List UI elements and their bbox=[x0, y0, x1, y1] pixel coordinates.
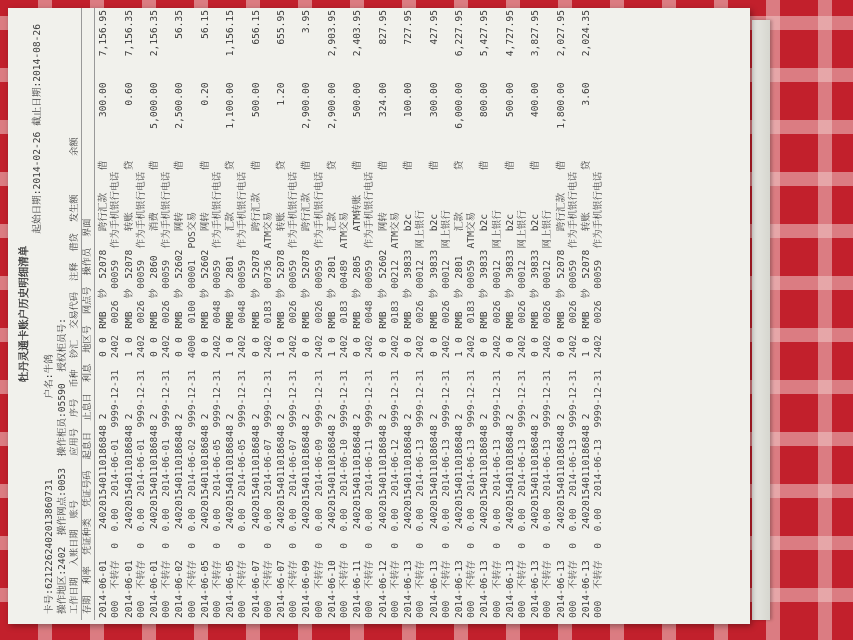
row-app: 0 bbox=[149, 351, 161, 358]
row-detail-text: 000 不转存 0 0.00 2014-06-01 9999-12-31 2402 0026 00059 作为手机银行电话 bbox=[135, 171, 147, 618]
table-row-detail bbox=[568, 8, 580, 620]
row-balance: 3.95 bbox=[301, 10, 313, 34]
row-amount: 500.00 bbox=[352, 82, 364, 118]
row-note: b2c bbox=[479, 213, 491, 232]
row-currency: RMB bbox=[403, 311, 415, 329]
row-debit-credit: 借 bbox=[555, 160, 567, 171]
row-cash-flag: 钞 bbox=[580, 288, 592, 299]
row-currency: RMB bbox=[225, 311, 237, 329]
row-seq: 0 bbox=[530, 337, 542, 343]
row-seq: 0 bbox=[377, 337, 389, 343]
row-app: 0 bbox=[403, 351, 415, 358]
row-note: b2c bbox=[504, 213, 516, 232]
row-date: 2014-06-02 bbox=[174, 560, 186, 618]
row-note: 跨行汇款 bbox=[250, 192, 262, 232]
table-row-detail bbox=[390, 8, 402, 620]
row-balance: 6,227.95 bbox=[453, 10, 465, 57]
table-row bbox=[173, 8, 186, 620]
row-trade-code: 52078 bbox=[276, 249, 288, 279]
row-debit-credit: 借 bbox=[352, 160, 364, 171]
row-date: 2014-06-13 bbox=[555, 560, 567, 618]
row-trade-code: 52078 bbox=[301, 249, 313, 279]
row-date: 2014-06-13 bbox=[504, 560, 516, 618]
row-cash-flag: 钞 bbox=[352, 288, 364, 299]
row-currency: RMB bbox=[174, 311, 186, 329]
row-date: 2014-06-09 bbox=[301, 560, 313, 618]
row-amount: 800.00 bbox=[479, 82, 491, 118]
row-debit-credit: 借 bbox=[479, 160, 491, 171]
row-trade-code: 52078 bbox=[98, 249, 110, 279]
row-app: 1 bbox=[225, 351, 237, 358]
row-trade-code: 52602 bbox=[377, 249, 389, 279]
row-debit-credit: 借 bbox=[403, 160, 415, 171]
row-cash-flag: 钞 bbox=[453, 288, 465, 299]
row-note: 网转 bbox=[199, 212, 211, 232]
row-app: 0 bbox=[504, 351, 516, 358]
row-detail-text: 000 不转存 0 0.00 2014-06-01 9999-12-31 2402 0026 00059 作为手机银行电话 bbox=[110, 171, 122, 618]
row-seq: 0 bbox=[301, 337, 313, 343]
row-amount: 500.00 bbox=[504, 82, 516, 118]
row-balance: 427.95 bbox=[428, 10, 440, 45]
row-date: 2014-06-01 bbox=[98, 560, 110, 618]
row-date: 2014-06-11 bbox=[352, 560, 364, 618]
row-balance: 656.15 bbox=[250, 10, 262, 45]
row-debit-credit: 借 bbox=[377, 160, 389, 171]
row-trade-code: 2801 bbox=[453, 255, 465, 279]
table-row-detail bbox=[263, 8, 275, 620]
row-app: 0 bbox=[530, 351, 542, 358]
row-note: 汇款 bbox=[453, 212, 465, 232]
row-currency: RMB bbox=[555, 311, 567, 329]
row-cash-flag: 钞 bbox=[555, 288, 567, 299]
row-seq: 0 bbox=[403, 337, 415, 343]
row-amount: 100.00 bbox=[403, 82, 415, 118]
row-amount: 400.00 bbox=[530, 82, 542, 118]
row-note: 跨行汇款 bbox=[301, 192, 313, 232]
row-currency: RMB bbox=[326, 311, 338, 329]
row-app: 0 bbox=[199, 351, 211, 358]
table-row-detail bbox=[517, 8, 529, 620]
row-detail-text: 000 不转存 0 0.00 2014-06-11 9999-12-31 2402 0048 00059 作为手机银行电话 bbox=[364, 171, 376, 618]
table-row-detail bbox=[593, 8, 605, 620]
row-currency: RMB bbox=[250, 311, 262, 329]
row-account: 240201540110186848 2 bbox=[326, 413, 338, 530]
table-row bbox=[428, 8, 441, 620]
table-row bbox=[504, 8, 517, 620]
row-app: 0 bbox=[250, 351, 262, 358]
row-app: 0 bbox=[352, 351, 364, 358]
row-balance: 2,403.95 bbox=[352, 10, 364, 57]
row-balance: 4,727.95 bbox=[504, 10, 516, 57]
row-detail-text: 000 不转存 0 0.00 2014-06-13 9999-12-31 2402 0183 00059 ATM交易 bbox=[466, 211, 478, 618]
table-row-detail bbox=[466, 8, 478, 620]
row-account: 240201540110186848 2 bbox=[555, 413, 567, 530]
row-debit-credit: 借 bbox=[199, 160, 211, 171]
row-cash-flag: 钞 bbox=[98, 288, 110, 299]
row-debit-credit: 贷 bbox=[326, 160, 338, 171]
table-row bbox=[402, 8, 415, 620]
row-debit-credit: 贷 bbox=[276, 160, 288, 171]
row-debit-credit: 借 bbox=[98, 160, 110, 171]
row-account: 240201540110186848 2 bbox=[301, 413, 313, 530]
table-row bbox=[250, 8, 263, 620]
row-amount: 2,500.00 bbox=[174, 82, 186, 129]
column-header-1: 工作日期 入账日期 账号 应用号 序号 币种 钞汇 交易代码 注释 借贷 发生额 余额 bbox=[69, 8, 82, 620]
table-row bbox=[580, 8, 593, 620]
row-account: 240201540110186848 2 bbox=[123, 413, 135, 530]
row-currency: RMB bbox=[580, 311, 592, 329]
row-seq: 0 bbox=[276, 337, 288, 343]
row-amount: 1,100.00 bbox=[225, 82, 237, 129]
table-row bbox=[377, 8, 390, 620]
row-cash-flag: 钞 bbox=[428, 288, 440, 299]
row-date: 2014-06-13 bbox=[479, 560, 491, 618]
row-note: 转账 bbox=[580, 212, 592, 232]
row-seq: 0 bbox=[199, 337, 211, 343]
row-amount: 0.60 bbox=[123, 82, 135, 106]
table-row bbox=[555, 8, 568, 620]
account-line: 卡号:6212262402013860731 户名:牛鸽 bbox=[44, 354, 56, 614]
row-note: 汇款 bbox=[326, 212, 338, 232]
row-currency: RMB bbox=[530, 311, 542, 329]
row-trade-code: 39833 bbox=[530, 249, 542, 279]
row-seq: 0 bbox=[149, 337, 161, 343]
row-seq: 0 bbox=[98, 337, 110, 343]
table-row bbox=[275, 8, 288, 620]
row-amount: 500.00 bbox=[250, 82, 262, 118]
table-row bbox=[453, 8, 466, 620]
row-date: 2014-06-13 bbox=[428, 560, 440, 618]
row-app: 1 bbox=[123, 351, 135, 358]
row-amount: 6,000.00 bbox=[453, 82, 465, 129]
row-trade-code: 2801 bbox=[225, 255, 237, 279]
row-trade-code: 2860 bbox=[149, 255, 161, 279]
row-trade-code: 52602 bbox=[199, 249, 211, 279]
row-app: 0 bbox=[428, 351, 440, 358]
row-currency: RMB bbox=[377, 311, 389, 329]
row-detail-text: 000 不转存 0 0.00 2014-06-01 9999-12-31 2402 0026 00059 作为手机银行电话 bbox=[161, 171, 173, 618]
row-debit-credit: 贷 bbox=[453, 160, 465, 171]
table-row bbox=[123, 8, 136, 620]
row-debit-credit: 借 bbox=[250, 160, 262, 171]
row-currency: RMB bbox=[149, 311, 161, 329]
row-cash-flag: 钞 bbox=[174, 288, 186, 299]
row-balance: 56.15 bbox=[199, 10, 211, 39]
row-currency: RMB bbox=[428, 311, 440, 329]
row-date: 2014-06-13 bbox=[530, 560, 542, 618]
row-balance: 2,027.95 bbox=[555, 10, 567, 57]
row-date: 2014-06-01 bbox=[123, 560, 135, 618]
row-currency: RMB bbox=[123, 311, 135, 329]
row-note: 网转 bbox=[174, 212, 186, 232]
table-row-detail bbox=[161, 8, 173, 620]
row-note: 转账 bbox=[276, 212, 288, 232]
row-amount: 2,900.00 bbox=[301, 82, 313, 129]
table-row bbox=[351, 8, 364, 620]
table-row-detail bbox=[364, 8, 376, 620]
row-app: 0 bbox=[301, 351, 313, 358]
table-row bbox=[199, 8, 212, 620]
row-trade-code: 39833 bbox=[403, 249, 415, 279]
row-seq: 0 bbox=[504, 337, 516, 343]
row-detail-text: 000 不转存 0 0.00 2014-06-07 9999-12-31 2402 0183 00736 ATM交易 bbox=[262, 211, 274, 618]
row-debit-credit: 借 bbox=[149, 160, 161, 171]
row-trade-code: 52078 bbox=[580, 249, 592, 279]
row-currency: RMB bbox=[199, 311, 211, 329]
row-trade-code: 39833 bbox=[428, 249, 440, 279]
row-date: 2014-06-10 bbox=[326, 560, 338, 618]
row-account: 240201540110186848 2 bbox=[352, 413, 364, 530]
row-date: 2014-06-05 bbox=[199, 560, 211, 618]
row-account: 240201540110186848 2 bbox=[377, 413, 389, 530]
row-balance: 827.95 bbox=[377, 10, 389, 45]
row-app: 0 bbox=[377, 351, 389, 358]
row-detail-text: 000 不转存 0 0.00 2014-06-13 9999-12-31 2402 0026 00059 作为手机银行电话 bbox=[593, 171, 605, 618]
row-currency: RMB bbox=[453, 311, 465, 329]
row-app: 1 bbox=[276, 351, 288, 358]
row-detail-text: 000 不转存 0 0.00 2014-06-09 9999-12-31 2402 0026 00059 作为手机银行电话 bbox=[313, 171, 325, 618]
row-seq: 0 bbox=[479, 337, 491, 343]
row-amount: 324.00 bbox=[377, 82, 389, 118]
row-seq: 0 bbox=[250, 337, 262, 343]
row-detail-text: 000 不转存 0 0.00 2014-06-05 9999-12-31 2402 0048 00059 作为手机银行电话 bbox=[212, 171, 224, 618]
row-cash-flag: 钞 bbox=[276, 288, 288, 299]
row-cash-flag: 钞 bbox=[377, 288, 389, 299]
row-seq: 0 bbox=[326, 337, 338, 343]
row-app: 1 bbox=[326, 351, 338, 358]
row-balance: 5,427.95 bbox=[479, 10, 491, 57]
table-row-detail bbox=[542, 8, 554, 620]
row-seq: 0 bbox=[555, 337, 567, 343]
row-date: 2014-06-07 bbox=[250, 560, 262, 618]
row-seq: 0 bbox=[123, 337, 135, 343]
table-row bbox=[224, 8, 237, 620]
row-balance: 727.95 bbox=[403, 10, 415, 45]
row-debit-credit: 贷 bbox=[123, 160, 135, 171]
row-account: 240201540110186848 2 bbox=[250, 413, 262, 530]
row-app: 1 bbox=[453, 351, 465, 358]
row-cash-flag: 钞 bbox=[479, 288, 491, 299]
row-detail-text: 000 不转存 0 0.00 2014-06-13 9999-12-31 2402 0026 00059 作为手机银行电话 bbox=[567, 171, 579, 618]
row-debit-credit: 借 bbox=[174, 160, 186, 171]
paper-stack-edge bbox=[752, 20, 770, 620]
row-balance: 655.95 bbox=[276, 10, 288, 45]
row-trade-code: 39833 bbox=[504, 249, 516, 279]
row-balance: 2,903.95 bbox=[326, 10, 338, 57]
row-seq: 0 bbox=[352, 337, 364, 343]
row-cash-flag: 钞 bbox=[326, 288, 338, 299]
table-row-detail bbox=[212, 8, 224, 620]
row-cash-flag: 钞 bbox=[123, 288, 135, 299]
row-account: 240201540110186848 2 bbox=[98, 413, 110, 530]
row-account: 240201540110186848 2 bbox=[479, 413, 491, 530]
row-debit-credit: 借 bbox=[301, 160, 313, 171]
row-note: 汇款 bbox=[225, 212, 237, 232]
row-cash-flag: 钞 bbox=[250, 288, 262, 299]
row-currency: RMB bbox=[98, 311, 110, 329]
table-row-detail bbox=[187, 8, 199, 620]
row-amount: 300.00 bbox=[428, 82, 440, 118]
transaction-table bbox=[97, 8, 605, 620]
row-cash-flag: 钞 bbox=[530, 288, 542, 299]
row-app: 1 bbox=[580, 351, 592, 358]
row-cash-flag: 钞 bbox=[504, 288, 516, 299]
row-date: 2014-06-13 bbox=[403, 560, 415, 618]
row-currency: RMB bbox=[276, 311, 288, 329]
table-row-detail bbox=[288, 8, 300, 620]
row-cash-flag: 钞 bbox=[199, 288, 211, 299]
row-note: ATM转账 bbox=[352, 194, 364, 232]
row-account: 240201540110186848 2 bbox=[199, 413, 211, 530]
row-currency: RMB bbox=[301, 311, 313, 329]
row-date: 2014-06-13 bbox=[453, 560, 465, 618]
row-detail-text: 000 不转存 0 0.00 2014-06-13 9999-12-31 2402 0026 00012 网上银行 bbox=[516, 210, 528, 618]
row-amount: 1,800.00 bbox=[555, 82, 567, 129]
row-amount: 300.00 bbox=[98, 82, 110, 118]
statement-title: 牡丹灵通卡账户历史明细清单 bbox=[18, 245, 30, 383]
row-balance: 3,827.95 bbox=[530, 10, 542, 57]
row-note: 跨行汇款 bbox=[98, 192, 110, 232]
row-trade-code: 52078 bbox=[555, 249, 567, 279]
row-currency: RMB bbox=[479, 311, 491, 329]
column-header-2: 存期 利率 凭证种类 凭证号码 起息日 止息日 利息 地区号 网点号 操作员 界面 bbox=[82, 8, 95, 620]
row-trade-code: 2805 bbox=[352, 255, 364, 279]
row-amount: 5,000.00 bbox=[149, 82, 161, 129]
statement-content bbox=[12, 8, 748, 620]
row-app: 0 bbox=[479, 351, 491, 358]
row-amount: 2,900.00 bbox=[326, 82, 338, 129]
row-currency: RMB bbox=[504, 311, 516, 329]
row-account: 240201540110186848 2 bbox=[428, 413, 440, 530]
row-detail-text: 000 不转存 0 0.00 2014-06-13 9999-12-31 2402 0026 00012 网上银行 bbox=[440, 210, 452, 618]
table-row bbox=[529, 8, 542, 620]
row-detail-text: 000 不转存 0 0.00 2014-06-07 9999-12-31 2402 0026 00059 作为手机银行电话 bbox=[288, 171, 300, 618]
row-note: 消费 bbox=[149, 212, 161, 232]
row-amount: 0.20 bbox=[199, 82, 211, 106]
table-row-detail bbox=[441, 8, 453, 620]
row-app: 0 bbox=[174, 351, 186, 358]
table-row-detail bbox=[237, 8, 249, 620]
row-account: 240201540110186848 2 bbox=[403, 413, 415, 530]
row-seq: 0 bbox=[225, 337, 237, 343]
row-detail-text: 000 不转存 0 0.00 2014-06-13 9999-12-31 2402 0026 00012 网上银行 bbox=[491, 210, 503, 618]
table-row-detail bbox=[339, 8, 351, 620]
row-balance: 2,156.35 bbox=[149, 10, 161, 57]
row-account: 240201540110186848 2 bbox=[225, 413, 237, 530]
row-note: b2c bbox=[428, 213, 440, 232]
row-cash-flag: 钞 bbox=[403, 288, 415, 299]
row-cash-flag: 钞 bbox=[301, 288, 313, 299]
row-balance: 7,156.95 bbox=[98, 10, 110, 57]
row-detail-text: 000 不转存 0 0.00 2014-06-10 9999-12-31 2402 0183 00489 ATM交易 bbox=[339, 211, 351, 618]
row-debit-credit: 借 bbox=[530, 160, 542, 171]
row-debit-credit: 贷 bbox=[580, 160, 592, 171]
table-row-detail bbox=[492, 8, 504, 620]
row-date: 2014-06-01 bbox=[149, 560, 161, 618]
row-currency: RMB bbox=[352, 311, 364, 329]
row-note: 转账 bbox=[123, 212, 135, 232]
row-detail-text: 000 不转存 0 0.00 2014-06-02 9999-12-31 4000 0100 00001 POS交易 bbox=[186, 211, 198, 618]
table-row bbox=[148, 8, 161, 620]
table-row-detail bbox=[110, 8, 122, 620]
row-app: 0 bbox=[98, 351, 110, 358]
row-balance: 1,156.15 bbox=[225, 10, 237, 57]
row-debit-credit: 贷 bbox=[225, 160, 237, 171]
row-detail-text: 000 不转存 0 0.00 2014-06-13 9999-12-31 2402 0026 00012 网上银行 bbox=[542, 210, 554, 618]
org-line: 操作地区:2402 操作网点:0053 操作柜员:05590 授权柜员号: bbox=[56, 318, 68, 614]
row-note: 跨行汇款 bbox=[555, 192, 567, 232]
table-row-detail bbox=[314, 8, 326, 620]
row-trade-code: 52078 bbox=[123, 249, 135, 279]
row-amount: 1.20 bbox=[276, 82, 288, 106]
row-account: 240201540110186848 2 bbox=[530, 413, 542, 530]
row-seq: 0 bbox=[428, 337, 440, 343]
row-date: 2014-06-13 bbox=[580, 560, 592, 618]
table-row-detail bbox=[136, 8, 148, 620]
row-account: 240201540110186848 2 bbox=[504, 413, 516, 530]
row-account: 240201540110186848 2 bbox=[580, 413, 592, 530]
row-note: b2c bbox=[403, 213, 415, 232]
row-balance: 56.35 bbox=[174, 10, 186, 39]
row-date: 2014-06-12 bbox=[377, 560, 389, 618]
table-row bbox=[478, 8, 491, 620]
row-account: 240201540110186848 2 bbox=[149, 413, 161, 530]
row-trade-code: 52078 bbox=[250, 249, 262, 279]
row-note: b2c bbox=[530, 213, 542, 232]
row-trade-code: 39833 bbox=[479, 249, 491, 279]
row-debit-credit: 借 bbox=[428, 160, 440, 171]
row-trade-code: 2801 bbox=[326, 255, 338, 279]
row-account: 240201540110186848 2 bbox=[276, 413, 288, 530]
row-seq: 0 bbox=[580, 337, 592, 343]
row-balance: 7,156.35 bbox=[123, 10, 135, 57]
table-row-detail bbox=[415, 8, 427, 620]
row-debit-credit: 借 bbox=[504, 160, 516, 171]
row-date: 2014-06-05 bbox=[225, 560, 237, 618]
row-seq: 0 bbox=[174, 337, 186, 343]
row-trade-code: 52602 bbox=[174, 249, 186, 279]
table-row bbox=[300, 8, 313, 620]
row-account: 240201540110186848 2 bbox=[453, 413, 465, 530]
row-detail-text: 000 不转存 0 0.00 2014-06-12 9999-12-31 2402 0183 00212 ATM交易 bbox=[389, 211, 401, 618]
row-note: 网转 bbox=[377, 212, 389, 232]
row-account: 240201540110186848 2 bbox=[174, 413, 186, 530]
row-detail-text: 000 不转存 0 0.00 2014-06-05 9999-12-31 2402 0048 00059 作为手机银行电话 bbox=[237, 171, 249, 618]
row-date: 2014-06-07 bbox=[276, 560, 288, 618]
statement-paper bbox=[8, 8, 750, 624]
row-seq: 0 bbox=[453, 337, 465, 343]
table-row bbox=[97, 8, 110, 620]
row-app: 0 bbox=[555, 351, 567, 358]
statement-period: 起始日期:2014-02-26 截止日期:2014-08-26 bbox=[32, 24, 44, 234]
row-cash-flag: 钞 bbox=[149, 288, 161, 299]
row-amount: 3.60 bbox=[580, 82, 592, 106]
table-row bbox=[326, 8, 339, 620]
row-cash-flag: 钞 bbox=[225, 288, 237, 299]
row-detail-text: 000 不转存 0 0.00 2014-06-13 9999-12-31 2402 0026 00012 网上银行 bbox=[415, 210, 427, 618]
row-balance: 2,024.35 bbox=[580, 10, 592, 57]
